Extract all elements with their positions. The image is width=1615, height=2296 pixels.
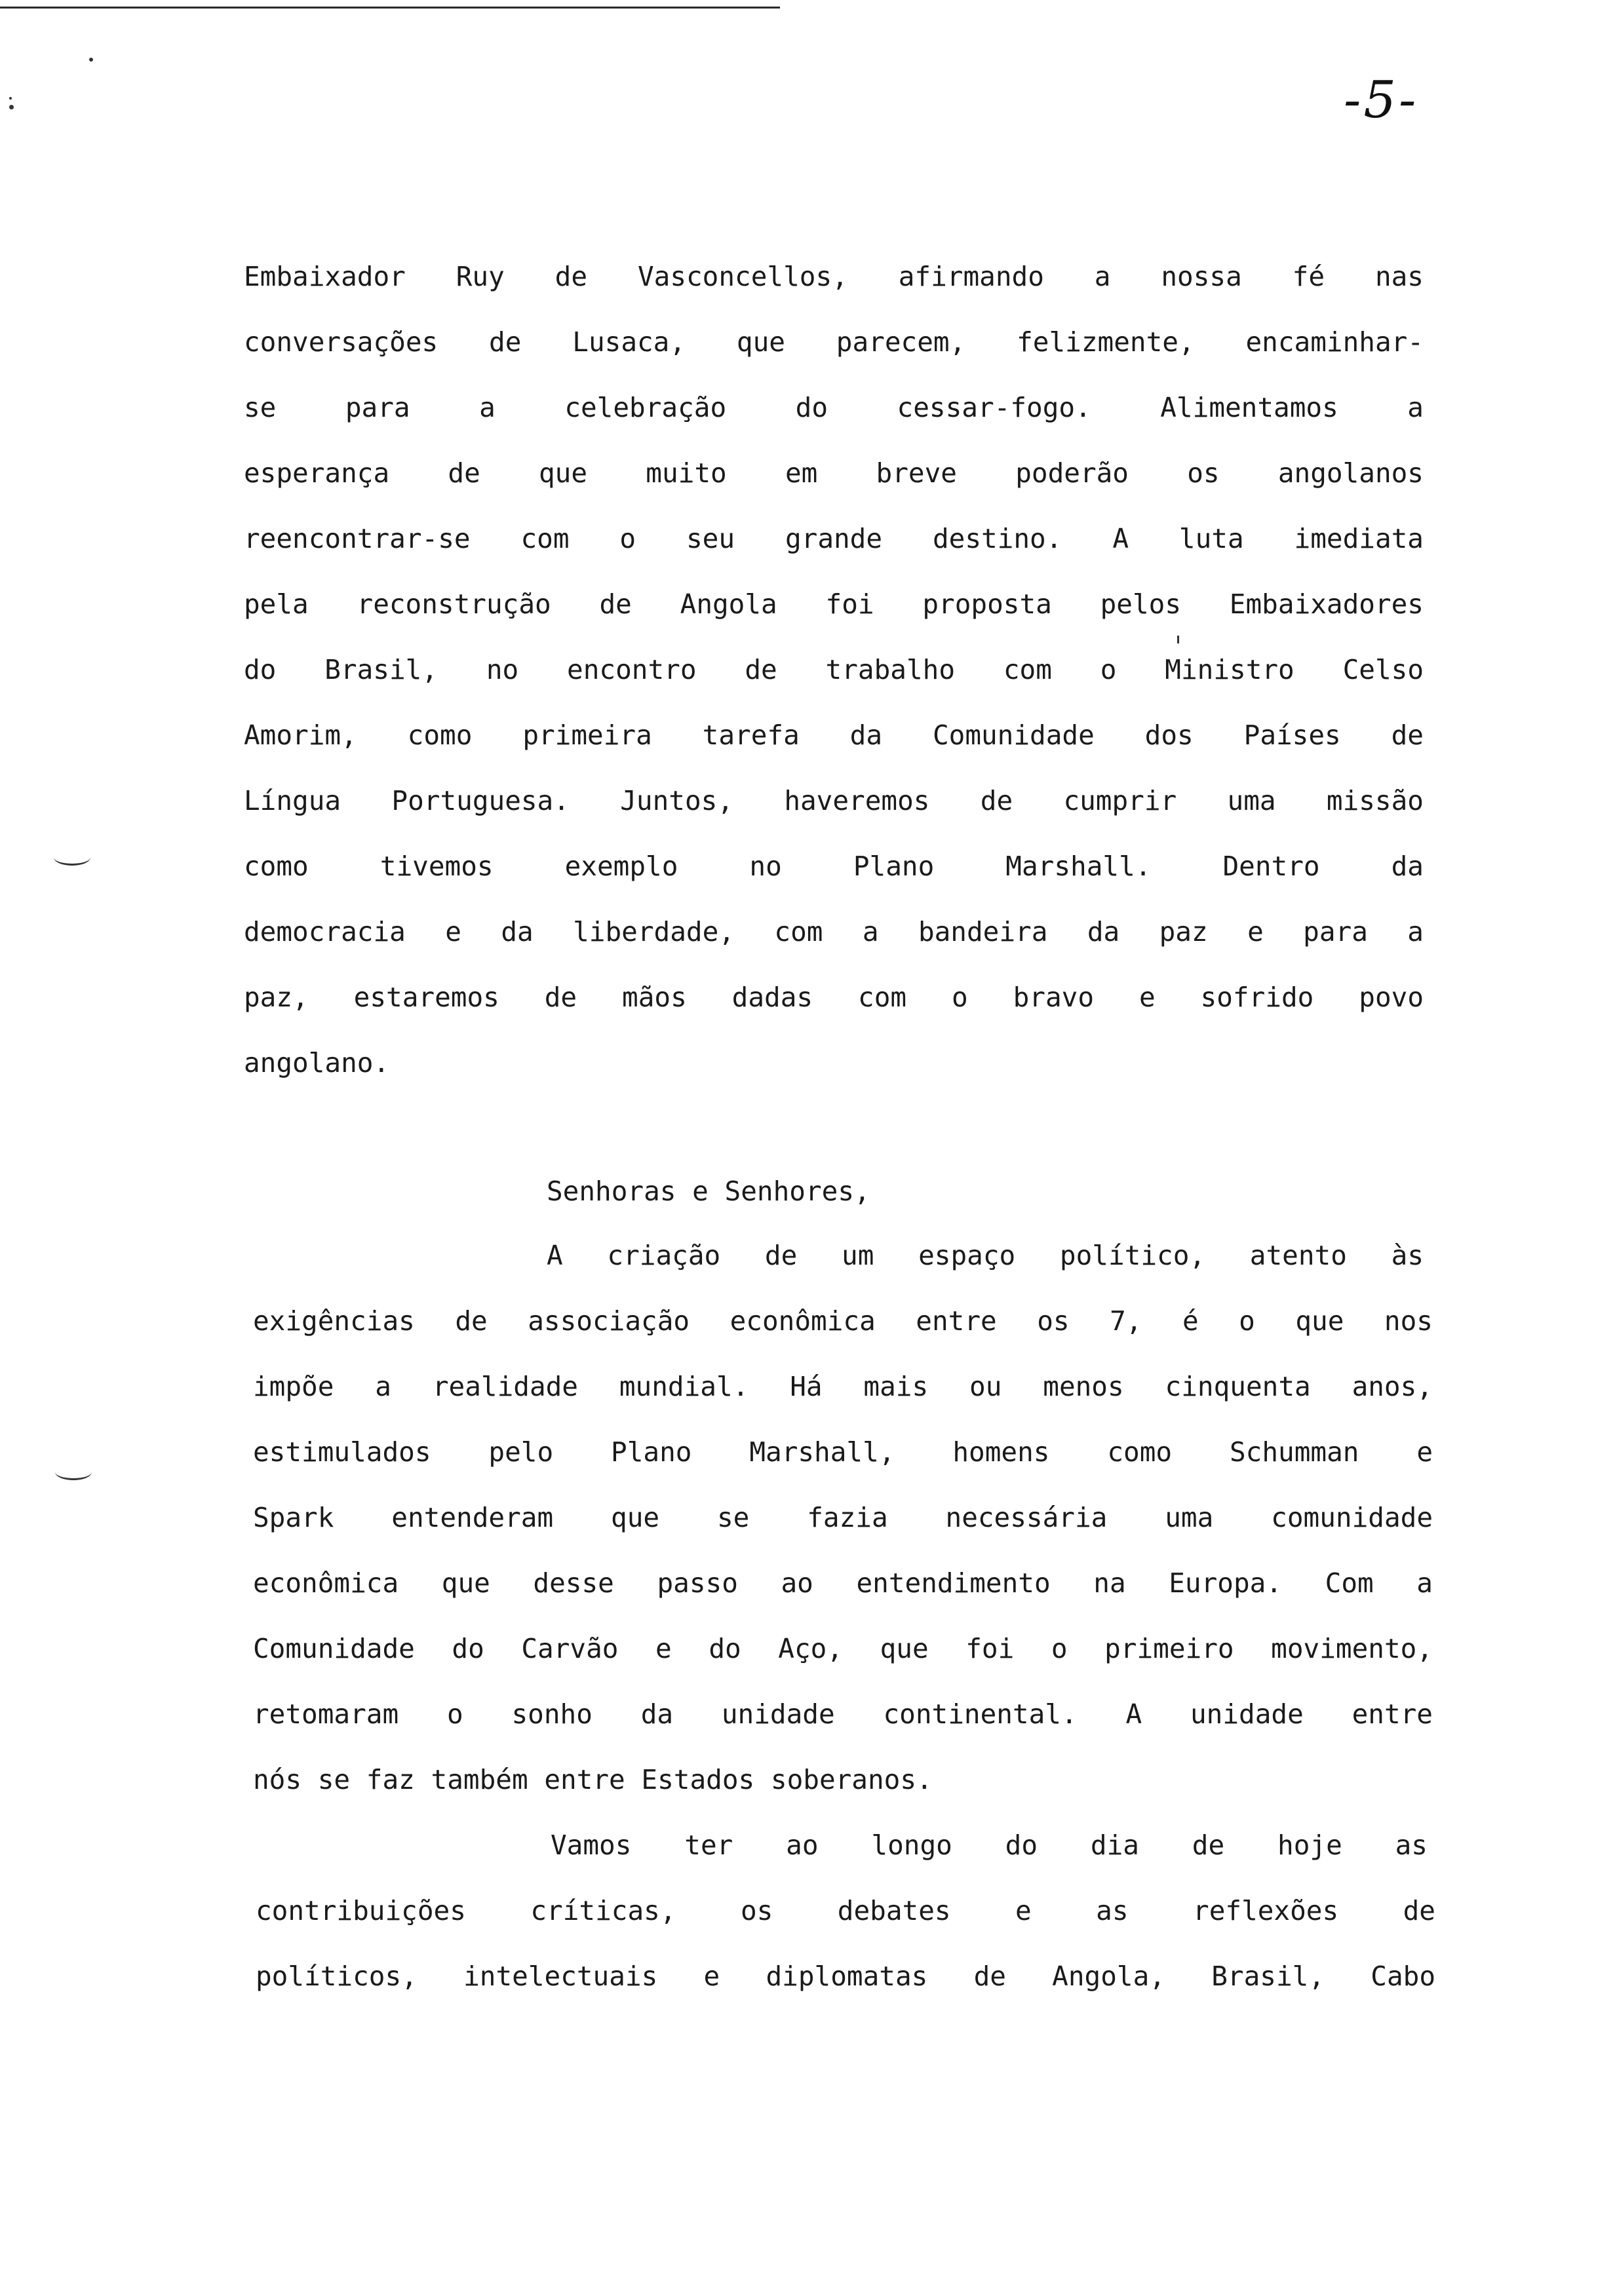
- text-line: democracia e da liberdade, com a bandeira da paz e para a: [244, 916, 1424, 947]
- page-number: -5-: [1344, 71, 1419, 130]
- margin-mark: [54, 849, 90, 866]
- text-line: pela reconstrução de Angola foi proposta pelos Embaixadores: [244, 588, 1424, 620]
- text-line-indented: Vamos ter ao longo do dia de hoje as: [551, 1829, 1428, 1861]
- margin-mark: [55, 1464, 92, 1480]
- text-line: econômica que desse passo ao entendimento na Europa. Com a: [253, 1567, 1433, 1599]
- text-line: do Brasil, no encontro de trabalho com o Ministro Celso: [244, 654, 1424, 685]
- text-line: Spark entenderam que se fazia necessária uma comunidade: [253, 1502, 1433, 1533]
- scan-speck: [89, 58, 93, 62]
- scan-speck: [9, 97, 12, 100]
- text-line: angolano.: [244, 1047, 390, 1079]
- text-line: Comunidade do Carvão e do Aço, que foi o primeiro movimento,: [253, 1633, 1433, 1664]
- text-line: Amorim, como primeira tarefa da Comunidade dos Países de: [244, 719, 1424, 751]
- scan-tick: [1177, 636, 1179, 643]
- text-line: conversações de Lusaca, que parecem, felizmente, encaminhar-: [244, 326, 1424, 358]
- text-line: esperança de que muito em breve poderão os angolanos: [244, 457, 1424, 489]
- text-line: nós se faz também entre Estados soberanos.: [253, 1764, 933, 1795]
- salutation: Senhoras e Senhores,: [547, 1176, 870, 1207]
- text-line-indented: A criação de um espaço político, atento às: [547, 1240, 1424, 1271]
- text-line: reencontrar-se com o seu grande destino. A luta imediata: [244, 523, 1424, 554]
- text-line: políticos, intelectuais e diplomatas de Angola, Brasil, Cabo: [256, 1961, 1435, 1992]
- scan-speck: [9, 105, 14, 109]
- text-line: Língua Portuguesa. Juntos, haveremos de cumprir uma missão: [244, 785, 1424, 816]
- text-line: Embaixador Ruy de Vasconcellos, afirmando a nossa fé nas: [244, 261, 1424, 292]
- text-line: estimulados pelo Plano Marshall, homens como Schumman e: [253, 1436, 1433, 1468]
- text-line: paz, estaremos de mãos dadas com o bravo e sofrido povo: [244, 982, 1424, 1013]
- text-line: impõe a realidade mundial. Há mais ou menos cinquenta anos,: [253, 1371, 1433, 1402]
- text-line: contribuições críticas, os debates e as reflexões de: [256, 1895, 1435, 1926]
- text-line: se para a celebração do cessar-fogo. Alimentamos a: [244, 392, 1424, 423]
- text-line: exigências de associação econômica entre os 7, é o que nos: [253, 1305, 1433, 1337]
- text-line: como tivemos exemplo no Plano Marshall. Dentro da: [244, 851, 1424, 882]
- text-line: retomaram o sonho da unidade continental. A unidade entre: [253, 1698, 1433, 1730]
- top-rule: [0, 7, 780, 9]
